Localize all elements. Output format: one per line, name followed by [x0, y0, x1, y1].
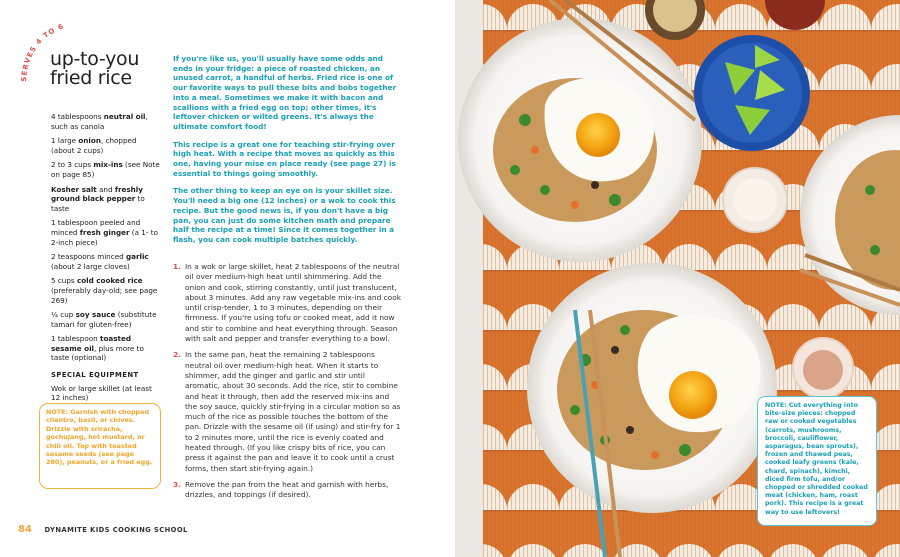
book-title: DYNAMITE KIDS COOKING SCHOOL: [44, 526, 188, 534]
ingredient-item: 1 tablespoon toasted sesame oil, plus more to taste (optional): [51, 334, 144, 363]
intro-paragraph: The other thing to keep an eye on is your skillet size. You'll need a big one (12 inches) or a wok to cook this recipe. But the good news is, if you don't have a big pan, you can just do some kitchen math and prepare half the recipe at a time! Since it comes together in a flash, you can cook multiple batches quickly.: [173, 186, 396, 244]
step-number: 1.: [173, 262, 181, 271]
mix-ins-note-text: NOTE: Cut everything into bite-size pieces: chopped raw or cooked vegetables (carrots, mushrooms, broccoli, cauliflower, asparagus, bean sprouts), frozen and thawed peas, cooked leafy greens (kale, chard, spinach), kimchi, diced firm tofu, and/or chopped or shredded cooked meat (chicken, ham, roast pork). This recipe is a great way to use leftovers!: [765, 402, 868, 516]
method-steps: [173, 262, 401, 507]
method-step: [173, 262, 401, 344]
step-text: In a wok or large skillet, heat 2 tablespoons of the neutral oil over medium-high heat until shimmering. Add the onion and cook, stirring constantly, until just translucent, about 3 minutes. Add any raw vegetable mix-ins and cook until crisp-tender, 1 to 3 minutes, depending on their firmness. If you're using tofu or cooked meat, add it now and stir to combine and heat everything through. Season with salt and pepper and transfer everything to a bowl.: [185, 262, 401, 344]
ingredient-item: 4 tablespoons neutral oil, such as canola: [51, 112, 148, 131]
ingredient-item: 1 large onion, chopped (about 2 cups): [51, 136, 137, 155]
ingredient-list: [51, 112, 161, 403]
equipment-text: Wok or large skillet (at least 12 inches): [51, 383, 152, 403]
ingredient-item: Kosher salt and freshly ground black pepper to taste: [51, 184, 145, 213]
equipment-heading: SPECIAL EQUIPMENT: [51, 371, 139, 380]
ingredient-item: 5 cups cold cooked rice (preferably day-old; see page 269): [51, 276, 158, 305]
garnish-note-box: [39, 403, 161, 489]
intro-paragraph: If you're like us, you'll usually have some odds and ends in your fridge: a piece of roasted chicken, an unused carrot, a handful of herbs. Fried rice is one of our favorite ways to pull these bits and bobs together into a meal. Sometimes we make it with bacon and scallions with a fried egg on top; other times, it's leftover chicken or wilted greens. It's always the ultimate comfort food!: [173, 54, 397, 131]
recipe-title: [50, 50, 139, 88]
step-text: Remove the pan from the heat and garnish with herbs, drizzles, and toppings (if desired).: [185, 479, 389, 500]
recipe-intro: [173, 54, 399, 253]
intro-paragraph: This recipe is a great one for teaching stir-frying over high heat. With a recipe that moves as quickly as this one, having your mise en place ready (see page 27) is essential to things going smoothly.: [173, 139, 396, 178]
step-number: 3.: [173, 479, 181, 489]
serves-text: SERVES 4 TO 6: [19, 22, 66, 83]
ingredient-item: 2 teaspoons minced garlic (about 2 large cloves): [51, 252, 149, 271]
page-number: 84: [18, 524, 32, 535]
recipe-title-line-2: fried rice: [50, 67, 132, 89]
method-step: [173, 480, 401, 501]
mix-ins-note-box: [757, 396, 877, 526]
ingredient-item: 1 tablespoon peeled and minced fresh ginger (a 1- to 2-inch piece): [51, 218, 158, 247]
method-step: [173, 350, 401, 474]
garnish-note-text: NOTE: Garnish with chopped cilantro, basil, or chives. Drizzle with sriracha, gochujang, hot mustard, or chili oil. Top with toasted sesame seeds (see page 280), peanuts, or a fried egg.: [46, 408, 153, 467]
ingredient-item: ¼ cup soy sauce (substitute tamari for gluten-free): [51, 310, 157, 329]
step-text: In the same pan, heat the remaining 2 tablespoons neutral oil over medium-high heat. When it starts to shimmer, add the ginger and garlic and stir until aromatic, about 30 seconds. Add the rice, stir to combine and heat it through, then add the reserved mix-ins and the soy sauce, quickly stir-frying in a circular motion so as much of the rice as possible touches the bottom of the pan. Drizzle with the sesame oil (if using) and stir-fry for 1 to 2 minutes more, until the rice is evenly coated and heated through. (If you like crispy bits of rice, you can press it against the pan and leave it to cook until a crust forms, then start stir-frying again.): [185, 350, 401, 473]
page-footer: [18, 524, 188, 535]
step-number: 2.: [173, 350, 181, 360]
ingredient-item: 2 to 3 cups mix-ins (see Note on page 85): [51, 160, 160, 179]
recipe-title-line-1: up-to-you: [50, 48, 140, 70]
lime-bowl: [694, 35, 810, 151]
